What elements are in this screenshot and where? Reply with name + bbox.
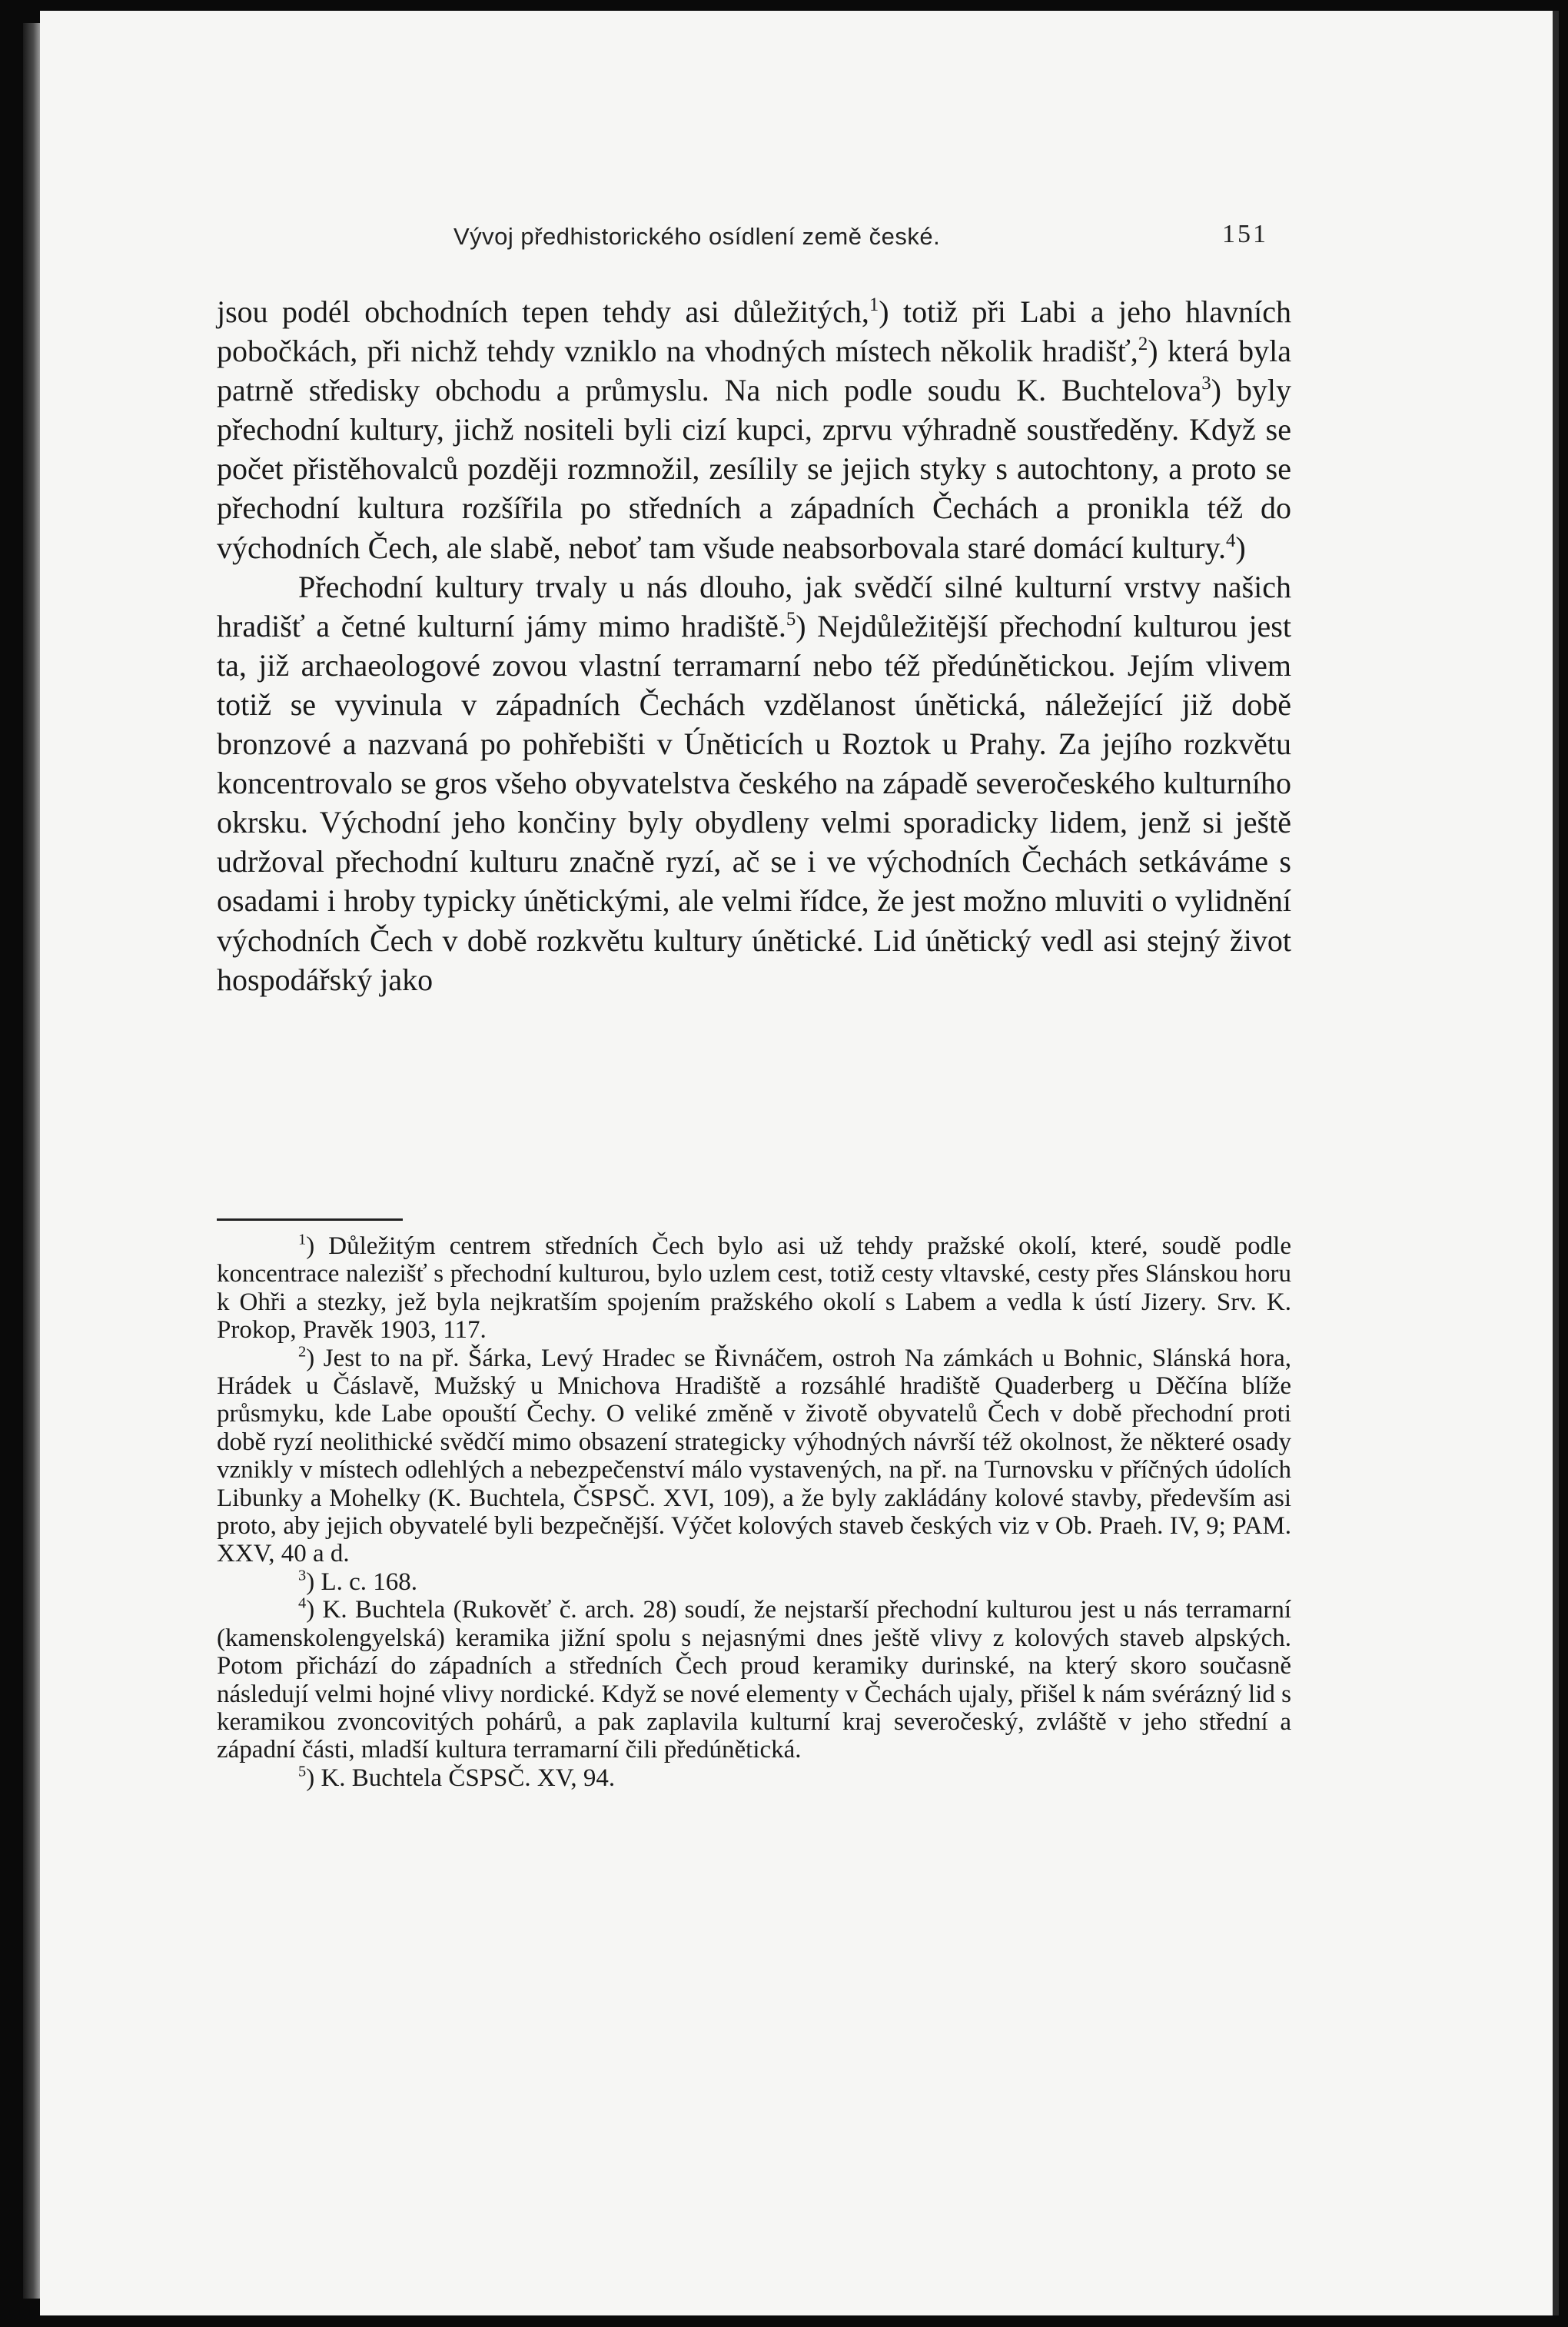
scan-right-edge — [1553, 11, 1559, 2315]
footnote-mark: 3 — [298, 1567, 307, 1584]
footnote-text: ) K. Buchtela (Rukověť č. arch. 28) soudí, že nejstarší přechodní kulturou jest u nás terramarní (kamenskolengyelská) keramika jižní spolu s nejasnými dnes ještě vlivy z kolových staveb alpských. Potom přichází do západních a středních Čech proud keramiky durinské, na který skoro současně následují velmi hojné vlivy nordické. Když se nové elementy v Čechách ujaly, přišel k nám svérázný lid s keramikou zvoncovitých pohárů, a pak zaplavila kulturní kraj severočeský, zvláště v jeho střední a západní části, mladší kultura terramarní čili předúnětická. — [217, 1596, 1291, 1764]
paragraph-1-text: ) byly přechodní kultury, jichž nositeli byli cizí kupci, zprvu výhradně soustředěny. Když se počet přistěhovalců později rozmnožil, zesílily se jejich styky s autochtony, a proto se přechodní kultura rozšířila po středních a západních Čechách a pronikla též do východních Čech, ale slabě, neboť tam všude neabsorbovala staré domácí kultury. — [217, 373, 1291, 565]
footnote-5 — [217, 1764, 1291, 1792]
scan-binding-edge — [23, 23, 40, 2299]
footnote-text: ) K. Buchtela ČSPSČ. XV, 94. — [306, 1764, 616, 1792]
footnote-ref-3: 3 — [1201, 373, 1211, 394]
paragraph-2 — [217, 567, 1291, 999]
running-title: Vývoj předhistorického osídlení země české. — [453, 223, 941, 250]
paragraph-1-text: jsou podél obchodních tepen tehdy asi důležitých, — [217, 294, 869, 329]
paragraph-1 — [217, 292, 1291, 567]
footnotes — [217, 1232, 1291, 1792]
footnote-ref-2: 2 — [1138, 334, 1148, 355]
footnote-4 — [217, 1596, 1291, 1764]
footnote-text: ) L. c. 168. — [306, 1567, 418, 1596]
footnote-mark: 5 — [298, 1763, 307, 1780]
footnote-separator — [217, 1218, 403, 1221]
footnote-text: ) Důležitým centrem středních Čech bylo asi už tehdy pražské okolí, které, soudě podle koncentrace nalezišť s přechodní kulturou, bylo uzlem cest, totiž cesty vltavské, cesty přes Slánskou horu k Ohři a stezky, jež byla nejkratším spojením pražského okolí s Labem a vedla k ústí Jizery. Srv. K. Prokop, Pravěk 1903, 117. — [217, 1232, 1291, 1345]
paragraph-1-text: ) která byla patrně středisky obchodu a průmyslu. Na nich podle soudu K. Buchtelova — [217, 334, 1291, 408]
footnote-1 — [217, 1232, 1291, 1345]
running-head — [453, 217, 1268, 263]
footnote-mark: 1 — [298, 1231, 307, 1248]
paragraph-1-text: ) totiž při Labi a jeho hlavních pobočkách, při nichž tehdy vzniklo na vhodných místech několik hradišť, — [217, 294, 1291, 369]
paragraph-2-text: Přechodní kultury trvaly u nás dlouho, jak svědčí silné kulturní vrstvy našich hradišť a četné kulturní jámy mimo hradiště. — [217, 569, 1291, 643]
paragraph-1-text: ) — [1235, 530, 1246, 565]
footnote-3 — [217, 1568, 1291, 1596]
footnote-mark: 4 — [298, 1595, 307, 1613]
footnote-ref-4: 4 — [1225, 530, 1236, 551]
main-text — [217, 292, 1291, 999]
page-number: 151 — [1222, 220, 1268, 248]
footnote-mark: 2 — [298, 1343, 307, 1361]
footnote-ref-1: 1 — [869, 294, 879, 316]
footnote-text: ) Jest to na př. Šárka, Levý Hradec se Řivnáčem, ostroh Na zámkách u Bohnic, Slánská hora, Hrádek u Čáslavě, Mužský u Mnichova Hradiště a rozsáhlé hradiště Quaderberg u Děčína blíže průsmyku, kde Labe opouští Čechy. O veliké změně v životě obyvatelů Čech v době přechodní proti době ryzí neolithické svědčí mimo obsazení strategicky výhodných návrší též okolnost, že některé osady vznikly v místech odlehlých a nebezpečenství málo vystavených, na př. na Turnovsku v příčných údolích Libunky a Mohelky (K. Buchtela, ČSPSČ. XVI, 109), a že byly zakládány kolové stavby, především asi proto, aby jejich obyvatelé byli bezpečnější. Výčet kolových staveb českých viz v Ob. Praeh. IV, 9; PAM. XXV, 40 a d. — [217, 1344, 1291, 1568]
footnote-2 — [217, 1345, 1291, 1568]
footnote-ref-5: 5 — [786, 608, 796, 630]
paragraph-2-text: ) Nejdůležitější přechodní kulturou jest ta, již archaeologové zovou vlastní terramarní nebo též předúnětickou. Jejím vlivem totiž se vyvinula v západních Čechách vzdělanost únětická, náležející již době bronzové a nazvaná po pohřebišti v Úněticích u Roztok u Prahy. Za jejího rozkvětu koncentrovalo se gros všeho obyvatelstva českého na západě severočeského kulturního okrsku. Východní jeho končiny byly obydleny velmi sporadicky lidem, jenž si ještě udržoval přechodní kulturu značně ryzí, ač se i ve východních Čechách setkáváme s osadami i hroby typicky únětickými, ale velmi řídce, že jest možno mluviti o vylidnění východních Čech v době rozkvětu kultury únětické. Lid únětický vedl asi stejný život hospodářský jako — [217, 608, 1291, 997]
